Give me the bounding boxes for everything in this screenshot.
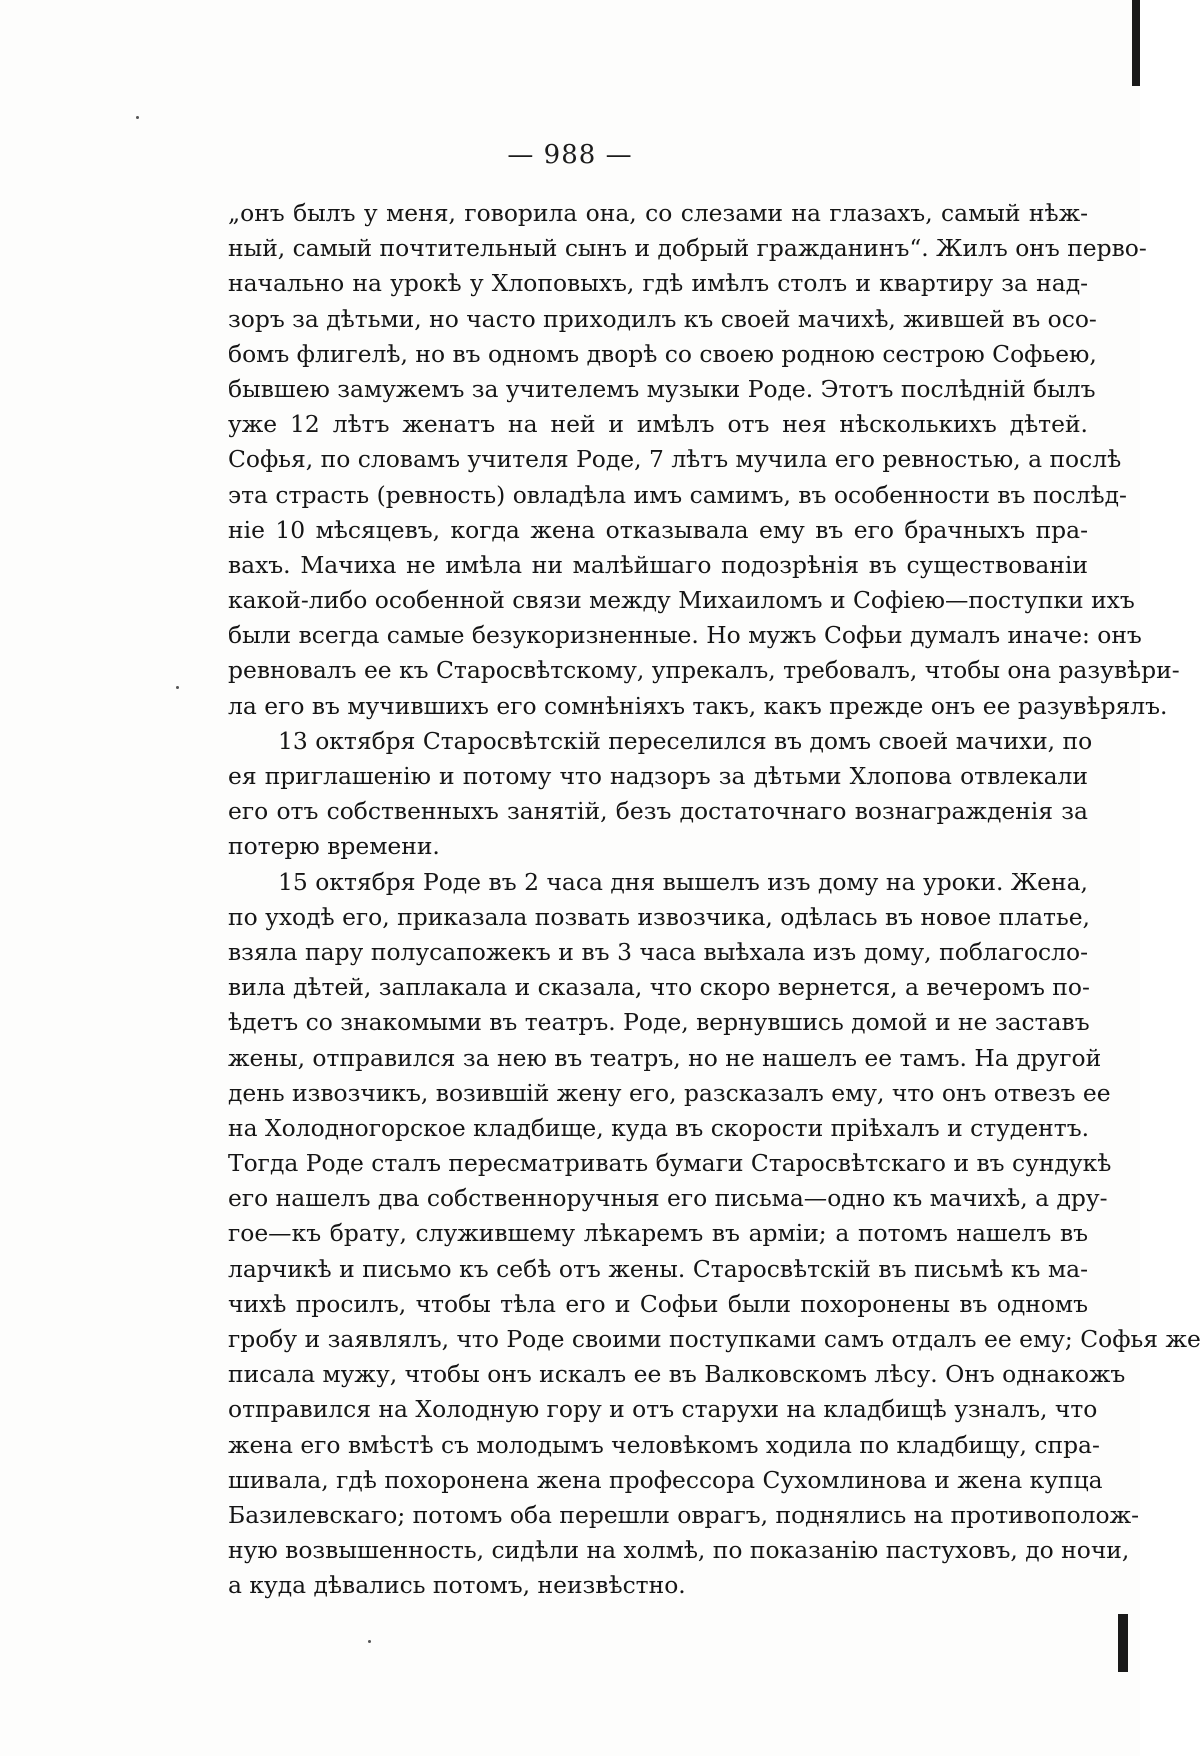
text-line: потерю времени. bbox=[228, 832, 440, 861]
text-line: ѣдетъ со знакомыми въ театръ. Роде, вернувшись домой и не заставъ bbox=[228, 1008, 1090, 1037]
text-line: Базилевскаго; потомъ оба перешли оврагъ, поднялись на противополож- bbox=[228, 1500, 1140, 1529]
paragraph-1 bbox=[228, 196, 1180, 724]
text-line: 13 октября Старосвѣтскій переселился въ домъ своей мачихи, по bbox=[278, 726, 1093, 755]
text-line: его нашелъ два собственноручныя его письма—одно къ мачихѣ, а дру- bbox=[228, 1184, 1108, 1213]
text-line: гое—къ брату, служившему лѣкаремъ въ арміи; а потомъ нашелъ въ bbox=[228, 1219, 1088, 1248]
text-line: гробу и заявлялъ, что Роде своими поступками самъ отдалъ ее ему; Софья же bbox=[228, 1325, 1201, 1353]
text-line: жена его вмѣстѣ съ молодымъ человѣкомъ ходила по кладбищу, спра- bbox=[228, 1430, 1100, 1459]
text-line: ея приглашенію и потому что надзоръ за дѣтьми Хлопова отвлекали bbox=[228, 762, 1088, 790]
text-line: а куда дѣвались потомъ, неизвѣстно. bbox=[228, 1571, 686, 1600]
text-line: шивала, гдѣ похоронена жена профессора Сухомлинова и жена купца bbox=[228, 1465, 1103, 1494]
text-line: вахъ. Мачиха не имѣла ни малѣйшаго подозрѣнія въ существованіи bbox=[228, 550, 1088, 579]
text-line: чихѣ просилъ, чтобы тѣла его и Софьи были похоронены въ одномъ bbox=[228, 1289, 1088, 1318]
page-number: — 988 — bbox=[507, 140, 633, 170]
text-line: вила дѣтей, заплакала и сказала, что скоро вернется, а вечеромъ по- bbox=[228, 973, 1090, 1002]
text-line: его отъ собственныхъ занятій, безъ достаточнаго вознагражденія за bbox=[228, 797, 1088, 826]
text-line: на Холодногорское кладбище, куда въ скорости пріѣхалъ и студентъ. bbox=[228, 1113, 1090, 1142]
text-line: „онъ былъ у меня, говорила она, со слезами на глазахъ, самый нѣж- bbox=[228, 199, 1088, 227]
text-line: Тогда Роде сталъ пересматривать бумаги Старосвѣтскаго и въ сундукѣ bbox=[228, 1149, 1112, 1178]
text-line: отправился на Холодную гору и отъ старухи на кладбищѣ узналъ, что bbox=[228, 1395, 1098, 1424]
text-line: взяла пару полусапожекъ и въ 3 часа выѣхала изъ дому, поблагосло- bbox=[228, 937, 1088, 966]
text-line: Софья, по словамъ учителя Роде, 7 лѣтъ мучила его ревностью, а послѣ bbox=[228, 445, 1122, 474]
scan-edge-mark-top bbox=[1132, 0, 1140, 86]
text-line: какой-либо особенной связи между Михаиломъ и Софіею—поступки ихъ bbox=[228, 586, 1135, 615]
text-line: начально на урокѣ у Хлоповыхъ, гдѣ имѣлъ столъ и квартиру за над- bbox=[228, 269, 1088, 298]
text-line: зоръ за дѣтьми, но часто приходилъ къ своей мачихѣ, жившей въ осо- bbox=[228, 304, 1097, 333]
scan-speck bbox=[176, 686, 179, 689]
text-line: ніе 10 мѣсяцевъ, когда жена отказывала ему въ его брачныхъ пра- bbox=[228, 515, 1088, 544]
text-line: писала мужу, чтобы онъ искалъ ее въ Валковскомъ лѣсу. Онъ однакожъ bbox=[228, 1360, 1126, 1389]
body-text bbox=[228, 196, 1201, 1604]
text-line: уже 12 лѣтъ женатъ на ней и имѣлъ отъ нея нѣсколькихъ дѣтей. bbox=[228, 410, 1088, 439]
text-line: эта страсть (ревность) овладѣла имъ самимъ, въ особенности въ послѣд- bbox=[228, 480, 1127, 509]
text-line: ларчикѣ и письмо къ себѣ отъ жены. Старосвѣтскій въ письмѣ къ ма- bbox=[228, 1254, 1088, 1283]
scan-speck bbox=[368, 1640, 371, 1643]
text-line: ную возвышенность, сидѣли на холмѣ, по показанію пастуховъ, до ночи, bbox=[228, 1536, 1130, 1565]
text-line: ревновалъ ее къ Старосвѣтскому, упрекалъ, требовалъ, чтобы она разувѣри- bbox=[228, 656, 1180, 685]
text-line: 15 октября Роде въ 2 часа дня вышелъ изъ дому на уроки. Жена, bbox=[278, 867, 1088, 896]
text-line: жены, отправился за нею въ театръ, но не нашелъ ее тамъ. На другой bbox=[228, 1043, 1102, 1072]
text-line: по уходѣ его, приказала позвать извозчика, одѣлась въ новое платье, bbox=[228, 902, 1090, 931]
text-line: ла его въ мучившихъ его сомнѣніяхъ такъ, какъ прежде онъ ее разувѣрялъ. bbox=[228, 691, 1168, 720]
paragraph-3 bbox=[228, 865, 1201, 1604]
text-line: были всегда самые безукоризненные. Но мужъ Софьи думалъ иначе: онъ bbox=[228, 621, 1142, 650]
text-line: бомъ флигелѣ, но въ одномъ дворѣ со своею родною сестрою Софьею, bbox=[228, 339, 1097, 368]
scan-edge-mark-bottom bbox=[1118, 1614, 1128, 1672]
text-line: день извозчикъ, возившій жену его, разсказалъ ему, что онъ отвезъ ее bbox=[228, 1078, 1111, 1107]
paragraph-2 bbox=[228, 724, 1093, 865]
text-line: бывшею замужемъ за учителемъ музыки Роде. Этотъ послѣдній былъ bbox=[228, 374, 1096, 403]
scan-speck bbox=[136, 116, 139, 119]
text-line: ный, самый почтительный сынъ и добрый гражданинъ“. Жилъ онъ перво- bbox=[228, 234, 1147, 263]
